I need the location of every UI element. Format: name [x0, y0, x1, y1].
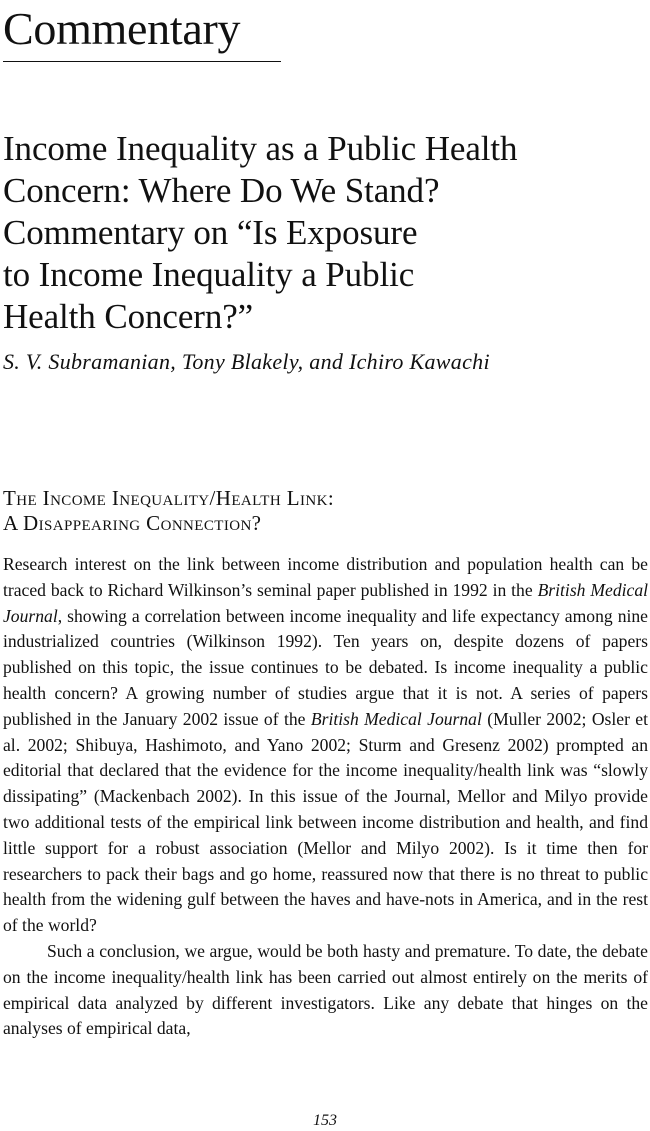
subsection-heading-line: A Disappearing Connection?	[3, 511, 262, 535]
section-heading: Commentary	[3, 3, 241, 54]
paragraph-1-part-2: , showing a correlation between income inequality and life expectancy among nine industrialized countries (Wilkinson 1992). Ten years on, despite dozens of papers published on this topic, the issue continues to be debated. Is income inequality a public health concern? A growing number of studies argue that it is not. A series of papers published in the January 2002 issue of the	[3, 605, 648, 729]
page	[3, 0, 648, 1042]
paragraph-1-part-3: (Muller 2002; Osler et al. 2002; Shibuya, Hashimoto, and Yano 2002; Sturm and Gresenz 2002) prompted an editorial that declared that the evidence for the income inequality/health link was “slowly dissipating” (Mackenbach 2002). In this issue of the Journal, Mellor and Milyo provide two additional tests of the empirical link between income distribution and health, and find little support for a robust association (Mellor and Milyo 2002). Is it time then for researchers to pack their bags and go home, reassured now that there is no threat to public health from the widening gulf between the haves and have-nots in America, and in the rest of the world?	[3, 708, 648, 936]
paragraph-1	[3, 552, 648, 939]
journal-title: British Medical Journal	[3, 579, 649, 626]
title-line: Health Concern?”	[3, 297, 254, 336]
journal-title: British Medical Journal	[310, 708, 482, 729]
page-number: 153	[313, 1112, 337, 1129]
paragraph-2: Such a conclusion, we argue, would be both hasty and premature. To date, the debate on the income inequality/health link has been carried out almost entirely on the merits of empirical data analyzed by different investigators. Like any debate that hinges on the analyses of empirical data,	[3, 940, 648, 1039]
article-authors: S. V. Subramanian, Tony Blakely, and Ichiro Kawachi	[3, 349, 490, 374]
title-line: Commentary on “Is Exposure	[3, 213, 418, 252]
heading-rule	[3, 61, 281, 62]
subsection-heading	[3, 486, 648, 536]
title-line: Income Inequality as a Public Health	[3, 129, 518, 168]
paragraph-1-part-1: Research interest on the link between income distribution and population health can be traced back to Richard Wilkinson’s seminal paper published in 1992 in the	[3, 554, 648, 600]
body-text	[3, 552, 648, 1042]
title-line: to Income Inequality a Public	[3, 255, 415, 294]
subsection-heading-line: The Income Inequality/Health Link:	[3, 486, 335, 510]
title-line: Concern: Where Do We Stand?	[3, 171, 440, 210]
article-title	[3, 128, 648, 338]
